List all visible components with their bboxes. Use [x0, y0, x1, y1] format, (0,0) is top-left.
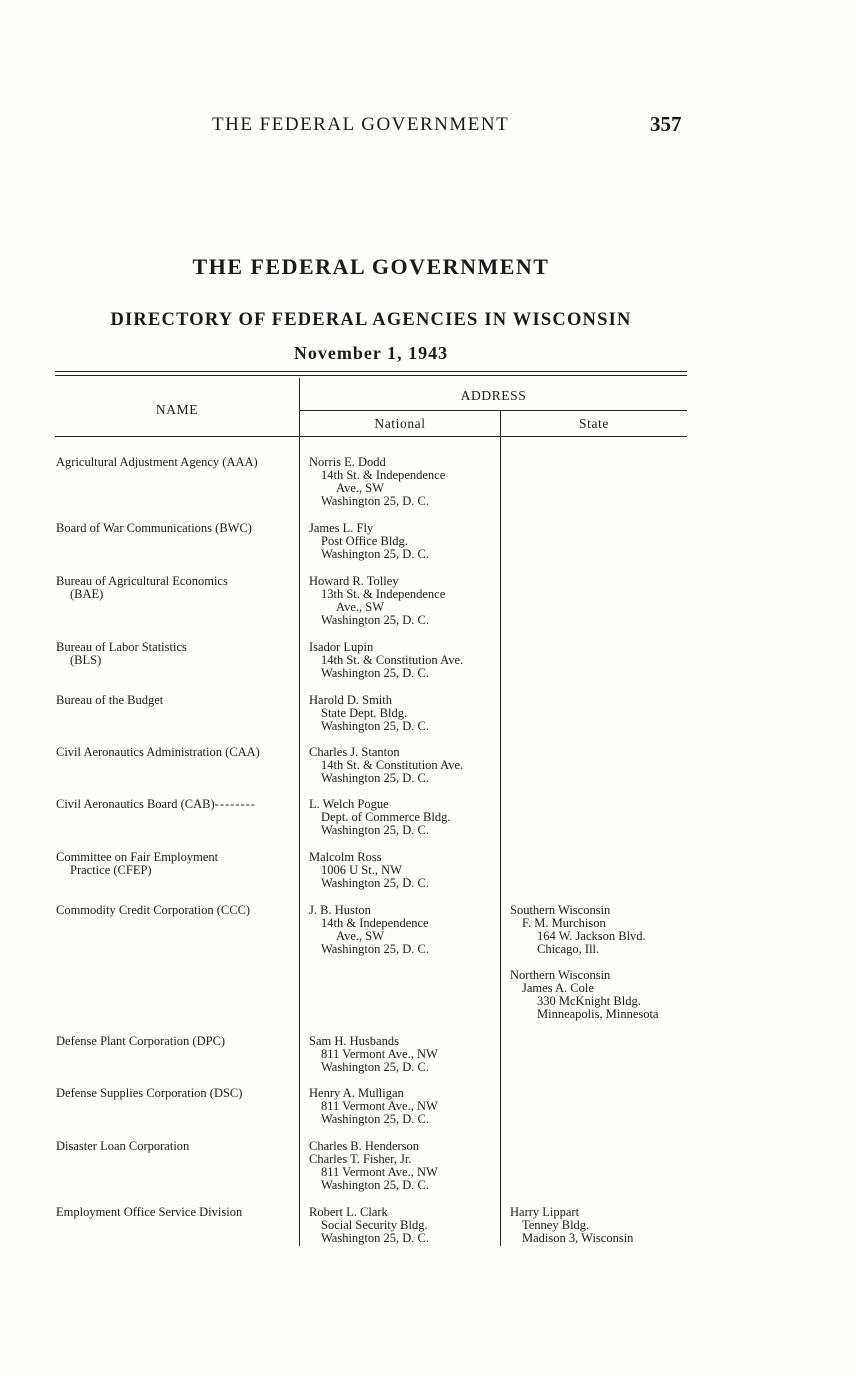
state-address: Southern Wisconsin F. M. Murchison 164 W. Jackson Blvd. Chicago, Ill. Northern Wisconsin James A. Cole 330 McKnight Bldg. Minneapolis, Minnesota: [510, 903, 659, 1021]
dot-leader: --------: [214, 797, 256, 811]
agency-name: Bureau of the Budget: [56, 693, 164, 707]
national-address: Norris E. Dodd 14th St. & Independence Ave., SW Washington 25, D. C.: [309, 455, 446, 508]
agency-name: Bureau of Labor Statistics (BLS): [56, 640, 187, 667]
table-top-rule: [55, 371, 687, 372]
national-address: L. Welch Pogue Dept. of Commerce Bldg. Washington 25, D. C.: [309, 797, 451, 837]
directory-date: November 1, 1943: [293, 343, 449, 363]
header-bottom-rule: [55, 436, 687, 437]
national-column-divider: [500, 410, 501, 1246]
agency-name: Defense Plant Corporation (DPC): [56, 1034, 226, 1048]
state-address: Harry Lippart Tenney Bldg. Madison 3, Wisconsin: [510, 1205, 634, 1245]
page-subtitle: DIRECTORY OF FEDERAL AGENCIES IN WISCONSIN: [110, 310, 632, 330]
title-block: [55, 254, 687, 364]
header-state: State: [579, 416, 609, 431]
header-address: ADDRESS: [460, 388, 527, 403]
agency-name: Commodity Credit Corporation (CCC): [56, 903, 251, 917]
agency-name: Employment Office Service Division: [56, 1205, 243, 1219]
agency-name: Bureau of Agricultural Economics (BAE): [56, 574, 228, 601]
national-address: Harold D. Smith State Dept. Bldg. Washington 25, D. C.: [309, 693, 430, 733]
agency-name: Defense Supplies Corporation (DSC): [56, 1086, 243, 1100]
agency-name: Civil Aeronautics Board (CAB)--------: [56, 797, 256, 811]
running-head-title: THE FEDERAL GOVERNMENT: [212, 114, 510, 135]
running-head: [0, 114, 859, 138]
agency-name: Committee on Fair Employment Practice (CFEP): [56, 850, 219, 877]
national-address: Charles B. Henderson Charles T. Fisher, Jr. 811 Vermont Ave., NW Washington 25, D. C.: [309, 1139, 438, 1192]
table-top-rule-2: [55, 375, 687, 376]
address-header-rule: [300, 410, 687, 411]
agency-name: Disaster Loan Corporation: [56, 1139, 190, 1153]
agency-name: Board of War Communications (BWC): [56, 521, 252, 535]
national-address: James L. Fly Post Office Bldg. Washington 25, D. C.: [309, 521, 430, 561]
national-address: Malcolm Ross 1006 U St., NW Washington 25, D. C.: [309, 850, 430, 890]
national-address: J. B. Huston 14th & Independence Ave., SW Washington 25, D. C.: [309, 903, 430, 956]
national-address: Sam H. Husbands 811 Vermont Ave., NW Washington 25, D. C.: [309, 1034, 438, 1074]
header-name: NAME: [155, 402, 199, 417]
national-address: Charles J. Stanton 14th St. & Constitution Ave. Washington 25, D. C.: [309, 745, 464, 785]
national-address: Howard R. Tolley 13th St. & Independence Ave., SW Washington 25, D. C.: [309, 574, 446, 627]
name-column-divider: [299, 378, 300, 1246]
header-national: National: [374, 416, 426, 431]
national-address: Robert L. Clark Social Security Bldg. Washington 25, D. C.: [309, 1205, 430, 1245]
page-title: THE FEDERAL GOVERNMENT: [192, 254, 550, 279]
national-address: Henry A. Mulligan 811 Vermont Ave., NW Washington 25, D. C.: [309, 1086, 438, 1126]
agency-name: Civil Aeronautics Administration (CAA): [56, 745, 260, 759]
agency-name: Agricultural Adjustment Agency (AAA): [56, 455, 258, 469]
page-number: 357: [650, 112, 682, 136]
national-address: Isador Lupin 14th St. & Constitution Ave. Washington 25, D. C.: [309, 640, 464, 680]
